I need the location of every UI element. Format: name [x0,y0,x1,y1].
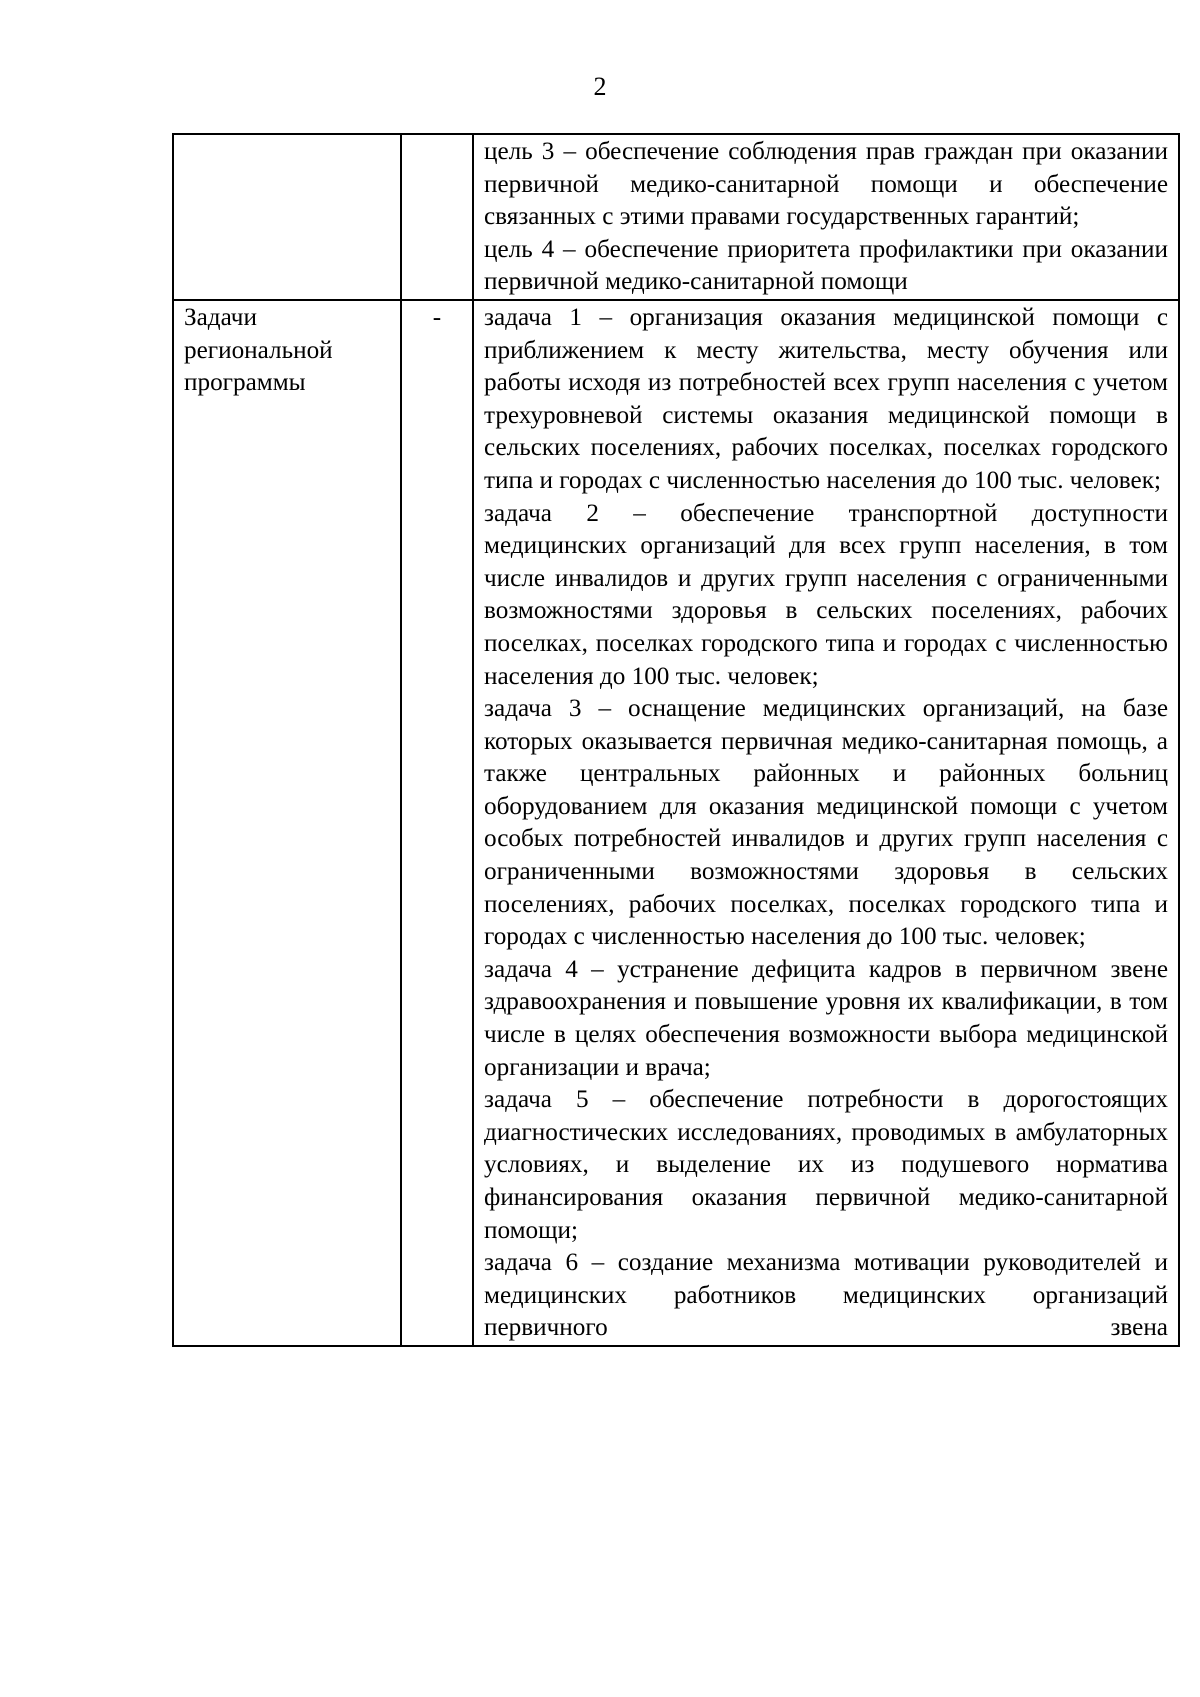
task-5-text: задача 5 – обеспечение потребности в дорогостоящих диагностических исследованиях, проводимых в амбулаторных условиях, и выделение их из подушевого норматива финансирования оказания первичной медико-санитарной помощи; [484,1086,1168,1244]
dash-cell [401,134,473,300]
row-label-line: программы [184,369,306,397]
dash-cell: - [401,300,473,1346]
task-4-text: задача 4 – устранение дефицита кадров в первичном звене здравоохранения и повышение уровня их квалификации, в том числе в целях обеспечения возможности выбора медицинской организации и врача; [484,955,1168,1081]
row-label-cell [173,134,401,300]
goal-4-text: цель 4 – обеспечение приоритета профилактики при оказании первичной медико-санитарной помощи [484,235,1168,296]
table-row-goals-continued [173,134,1179,300]
task-2-text: задача 2 – обеспечение транспортной доступности медицинских организаций для всех групп населения, в том числе инвалидов и других групп населения с ограниченными возможностями здоровья в сельских поселениях, рабочих поселках, поселках городского типа и городах с численностью населения до 100 тыс. человек; [484,499,1168,690]
content-cell [473,300,1179,1346]
task-6-text: задача 6 – создание механизма мотивации руководителей и медицинских работников медицинских организаций первичного звена [484,1249,1168,1342]
row-label-line: региональной [184,336,333,364]
table-row-tasks [173,300,1179,1346]
goal-3-text: цель 3 – обеспечение соблюдения прав граждан при оказании первичной медико-санитарной помощи и обеспечение связанных с этими правами государственных гарантий; [484,138,1168,231]
program-passport-table [172,133,1180,1347]
row-label-line: Задачи [184,303,257,331]
content-cell [473,134,1179,300]
row-label-cell [173,300,401,1346]
task-3-text: задача 3 – оснащение медицинских организаций, на базе которых оказывается первичная медико-санитарная помощь, а также центральных районных и районных больниц оборудованием для оказания медицинской помощи с учетом особых потребностей инвалидов и других групп населения с ограниченными возможностями здоровья в сельских поселениях, рабочих поселках, поселках городского типа и городах с численностью населения до 100 тыс. человек; [484,695,1168,951]
page-number: 2 [593,72,607,101]
task-1-text: задача 1 – организация оказания медицинской помощи с приближением к месту жительства, месту обучения или работы исходя из потребностей всех групп населения с учетом трехуровневой системы оказания медицинской помощи в сельских поселениях, рабочих поселках, поселках городского типа и городах с численностью населения до 100 тыс. человек; [484,303,1168,494]
